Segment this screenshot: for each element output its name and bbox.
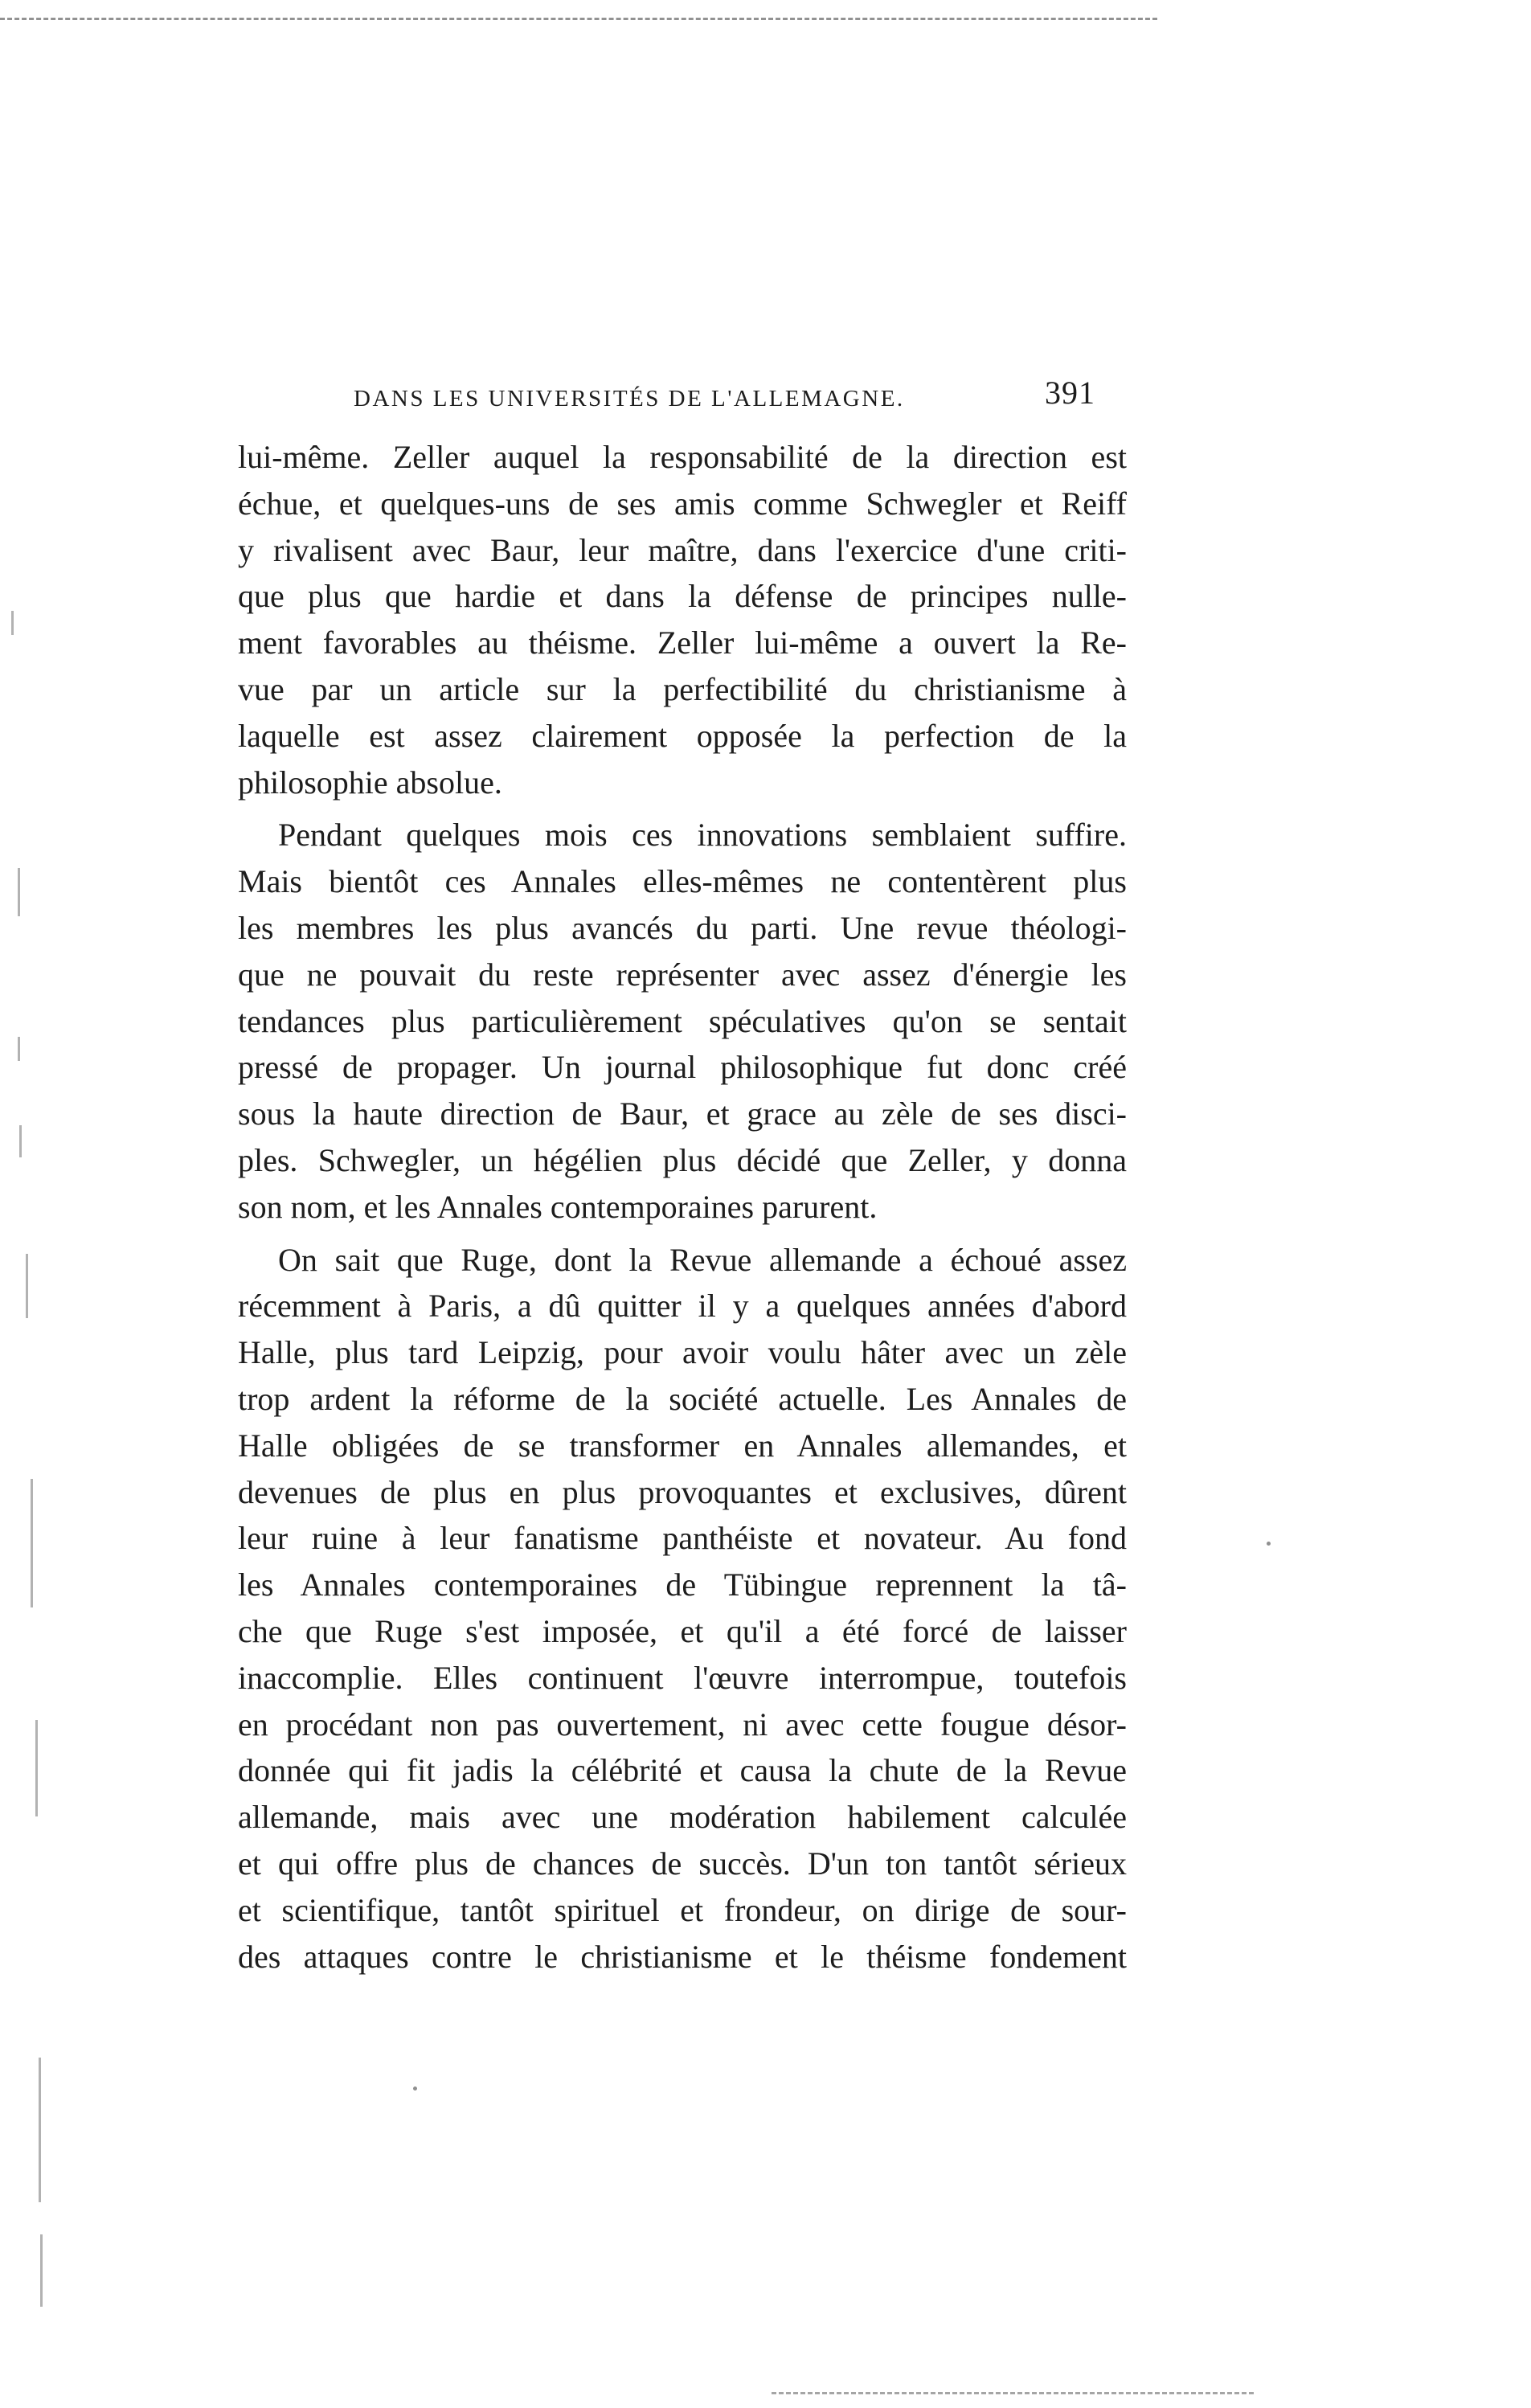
text-line: laquelle est assez clairement opposée la perfection de la: [238, 717, 1127, 754]
ink-speck: [413, 2087, 417, 2091]
page-number: 391: [1045, 375, 1095, 411]
text-line: y rivalisent avec Baur, leur maître, dans l'exercice d'une criti-: [238, 531, 1127, 568]
margin-mark: [39, 2058, 41, 2202]
text-line: leur ruine à leur fanatisme panthéiste et novateur. Au fond: [238, 1520, 1127, 1557]
text-line: tendances plus particulièrement spéculatives qu'on se sentait: [238, 1002, 1127, 1039]
text-line: des attaques contre le christianisme et le théisme fondement: [238, 1938, 1127, 1975]
paragraph: [238, 812, 1127, 1230]
text-line: allemande, mais avec une modération habilement calculée: [238, 1799, 1127, 1836]
text-line: devenues de plus en plus provoquantes et exclusives, dûrent: [238, 1473, 1127, 1510]
text-line: lui-même. Zeller auquel la responsabilité de la direction est: [238, 439, 1127, 475]
text-line: trop ardent la réforme de la société actuelle. Les Annales de: [238, 1380, 1127, 1417]
text-line: donnée qui fit jadis la célébrité et causa la chute de la Revue: [238, 1752, 1127, 1789]
text-line: On sait que Ruge, dont la Revue allemande a échoué assez: [278, 1241, 1127, 1278]
margin-mark: [11, 611, 14, 635]
margin-mark: [26, 1254, 28, 1318]
paragraph: [238, 434, 1127, 805]
text-line: inaccomplie. Elles continuent l'œuvre interrompue, toutefois: [238, 1659, 1127, 1696]
text-line: Halle, plus tard Leipzig, pour avoir voulu hâter avec un zèle: [238, 1334, 1127, 1371]
margin-mark: [31, 1479, 33, 1607]
text-line: les Annales contemporaines de Tübingue reprennent la tâ-: [238, 1566, 1127, 1603]
paragraph-gap: [238, 1231, 1127, 1237]
ink-speck: [1267, 1542, 1271, 1546]
text-line: son nom, et les Annales contemporaines parurent.: [238, 1188, 878, 1225]
text-line: vue par un article sur la perfectibilité du christianisme à: [238, 670, 1127, 707]
text-line: che que Ruge s'est imposée, et qu'il a été forcé de laisser: [238, 1612, 1127, 1649]
text-line: ment favorables au théisme. Zeller lui-même a ouvert la Re-: [238, 625, 1127, 661]
paragraph-gap: [238, 805, 1127, 812]
text-line: les membres les plus avancés du parti. Une revue théologi-: [238, 909, 1127, 946]
margin-mark: [40, 2234, 43, 2307]
text-line: échue, et quelques-uns de ses amis comme Schwegler et Reiff: [238, 485, 1127, 522]
text-line: Mais bientôt ces Annales elles-mêmes ne contentèrent plus: [238, 863, 1127, 900]
margin-mark: [19, 1125, 22, 1157]
text-line: Halle obligées de se transformer en Annales allemandes, et: [238, 1427, 1127, 1464]
top-scan-edge: [0, 18, 1157, 20]
paragraph: [238, 1237, 1127, 1980]
text-line: et qui offre plus de chances de succès. D'un ton tantôt sérieux: [238, 1845, 1127, 1882]
margin-mark: [18, 868, 20, 916]
text-line: ples. Schwegler, un hégélien plus décidé que Zeller, y donna: [238, 1141, 1127, 1178]
margin-mark: [35, 1720, 38, 1816]
text-line: récemment à Paris, a dû quitter il y a quelques années d'abord: [238, 1288, 1127, 1325]
body-text: [238, 434, 1127, 1980]
text-line: que ne pouvait du reste représenter avec assez d'énergie les: [238, 956, 1127, 993]
margin-mark: [18, 1037, 20, 1061]
text-line: et scientifique, tantôt spirituel et frondeur, on dirige de sour-: [238, 1891, 1127, 1928]
text-line: pressé de propager. Un journal philosophique fut donc créé: [238, 1049, 1127, 1086]
text-line: en procédant non pas ouvertement, ni avec cette fougue désor-: [238, 1706, 1127, 1743]
text-line: que plus que hardie et dans la défense de principes nulle-: [238, 578, 1127, 615]
text-line: sous la haute direction de Baur, et grace au zèle de ses disci-: [238, 1095, 1127, 1132]
running-head: DANS LES UNIVERSITÉS DE L'ALLEMAGNE.: [354, 386, 905, 412]
text-line: philosophie absolue.: [238, 764, 502, 801]
text-line: Pendant quelques mois ces innovations semblaient suffire.: [278, 817, 1127, 854]
bottom-scan-edge: [772, 2392, 1254, 2394]
